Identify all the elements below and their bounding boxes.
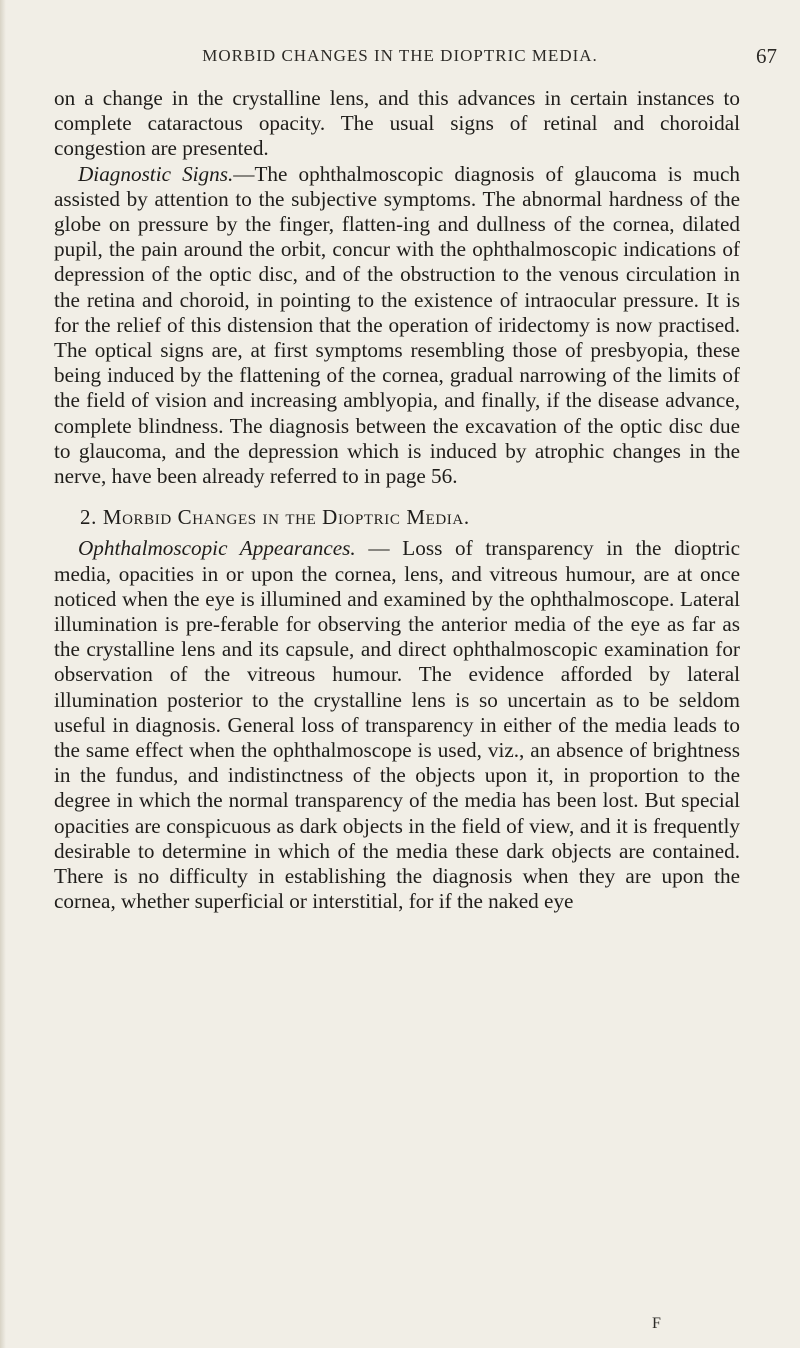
diagnostic-signs-label: Diagnostic Signs. [78,161,234,186]
page-number: 67 [756,44,777,68]
signature-mark: F [652,1315,661,1332]
running-title: MORBID CHANGES IN THE DIOPTRIC MEDIA. [202,46,598,65]
section-title: Morbid Changes in the Dioptric Media. [102,505,470,530]
diagnostic-signs-text: —The ophthalmoscopic diagnosis of glaucoma is much assisted by attention to the subjective symptoms. The abnormal hardness of the globe on pressure by the finger, flatten-ing and dullness of the cornea, dilated pupil, the pain around the orbit, concur with the ophthalmoscopic indications of depression of the optic disc, and of the obstruction to the venous circulation in the retina and choroid, in pointing to the existence of intraocular pressure. It is for the relief of this distension that the operation of iridectomy is now practised. The optical signs are, at first symptoms resembling those of presbyopia, these being induced by the flattening of the cornea, gradual narrowing of the limits of the field of vision and increasing amblyopia, and finally, if the disease advance, complete blindness. The diagnosis between the excavation of the optic disc due to glaucoma, and the depression which is induced by atrophic changes in the nerve, have been already referred to in page 56. [54,161,740,489]
ophthalmoscopic-appearances-text: — Loss of transparency in the dioptric media, opacities in or upon the cornea, lens, and vitreous humour, are at once noticed when the eye is illumined and examined by the ophthalmoscope. Lateral illumination is pre-ferable for observing the anterior media of the eye as far as the crystalline lens and its capsule, and direct ophthalmoscopic examination for observation of the vitreous humour. The evidence afforded by lateral illumination posterior to the crystalline lens is so uncertain as to be seldom useful in diagnosis. General loss of transparency in either of the media leads to the same effect when the ophthalmoscope is used, viz., an absence of brightness in the fundus, and indistinctness of the objects upon it, in proportion to the degree in which the normal transparency of the media has been lost. But special opacities are conspicuous as dark objects in the field of view, and it is frequently desirable to determine in which of the media these dark objects are contained. There is no difficulty in establishing the diagnosis when they are upon the cornea, whether superficial or interstitial, for if the naked eye [54,536,740,914]
section-number: 2. [80,505,97,530]
ophthalmoscopic-appearances-label: Ophthalmoscopic Appearances. [78,536,356,561]
paragraph-diagnostic-signs [54,162,740,490]
section-heading [54,505,740,530]
body-text [54,86,740,915]
paragraph-continued: on a change in the crystalline lens, and this advances in certain instances to complete cataractous opacity. The usual signs of retinal and choroidal congestion are presented. [54,86,740,161]
page-gutter-shadow [0,0,6,1348]
paragraph-ophthalmoscopic-appearances [54,536,740,914]
running-head [0,46,800,76]
